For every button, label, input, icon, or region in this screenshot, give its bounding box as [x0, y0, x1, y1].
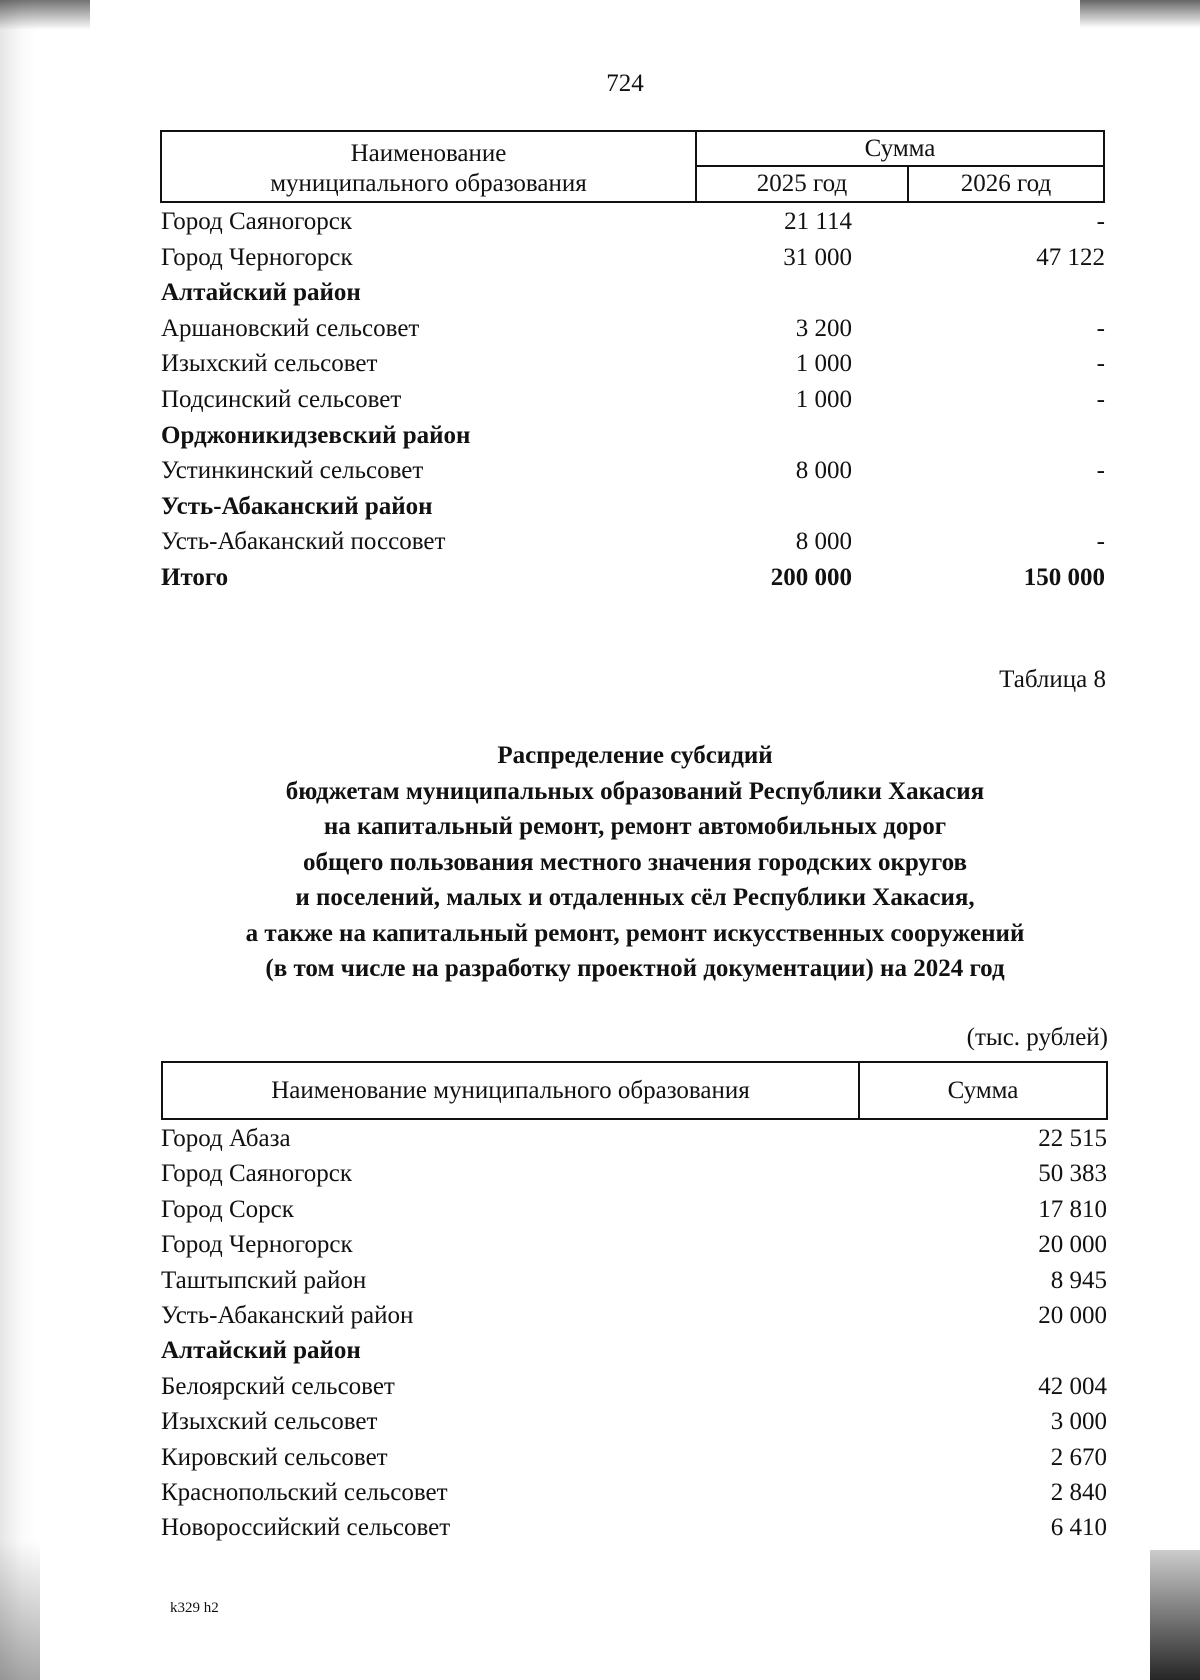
- table-row: [160, 1263, 1107, 1298]
- table-row-district: [160, 418, 1105, 454]
- footer-code: k329 h2: [170, 1600, 219, 1616]
- row-name: Алтайский район: [161, 279, 361, 307]
- row-name: Усть-Абаканский район: [161, 1301, 414, 1329]
- table-row: [160, 1298, 1107, 1333]
- row-value-2026: -: [1096, 457, 1105, 485]
- table-row: [160, 1475, 1107, 1510]
- table-row: [160, 1369, 1107, 1404]
- row-value-2026: -: [1096, 314, 1105, 342]
- row-value-2025: 8 000: [795, 457, 852, 485]
- row-value-2025: 8 000: [795, 528, 852, 556]
- row-name: Город Черногорск: [161, 243, 353, 271]
- table1-header: [160, 130, 1105, 203]
- row-name: Город Абаза: [161, 1125, 291, 1152]
- row-name: Изыхский сельсовет: [161, 350, 378, 378]
- row-name: Устинкинский сельсовет: [161, 457, 424, 485]
- row-value: 2 670: [1050, 1443, 1107, 1471]
- title-line: общего пользования местного значения городских округов: [302, 848, 968, 876]
- table-row: [160, 1156, 1107, 1191]
- row-name: Город Саяногорск: [161, 1160, 353, 1188]
- table1-header-year-2025: 2025 год: [697, 167, 909, 201]
- table-row-district: [160, 275, 1105, 311]
- table-row: [160, 1121, 1107, 1156]
- unit-label: (тыс. рублей): [966, 1024, 1108, 1051]
- row-name: Аршановский сельсовет: [161, 314, 420, 342]
- table-row: [160, 204, 1105, 240]
- table-row: [160, 382, 1105, 418]
- row-name: Кировский сельсовет: [161, 1443, 388, 1471]
- scan-corner-shadow-top-right: [1080, 0, 1200, 28]
- table-row: [160, 1192, 1107, 1227]
- row-name: Таштыпский район: [161, 1266, 367, 1294]
- row-value-2026: -: [1096, 350, 1105, 378]
- title-line: на капитальный ремонт, ремонт автомобильных дорог: [323, 813, 947, 840]
- table-row: [160, 1510, 1107, 1545]
- table2-header: [161, 1061, 1108, 1120]
- table-label: Таблица 8: [999, 666, 1106, 693]
- table2-header-name: Наименование муниципального образования: [163, 1063, 860, 1118]
- row-value: 22 515: [1038, 1125, 1107, 1152]
- row-value: 17 810: [1038, 1195, 1107, 1223]
- title-line: (в том числе на разработку проектной документации) на 2024 год: [265, 955, 1005, 982]
- table-row: [160, 311, 1105, 347]
- row-name: Город Саяногорск: [161, 208, 353, 235]
- row-name: Усть-Абаканский поссовет: [161, 528, 446, 556]
- row-name: Город Черногорск: [161, 1231, 353, 1259]
- row-value-2025: 1 000: [795, 350, 852, 378]
- title-line: и поселений, малых и отдаленных сёл Республики Хакасия,: [295, 884, 975, 911]
- table-row: [160, 346, 1105, 382]
- row-value: 20 000: [1038, 1231, 1107, 1259]
- table-row: [160, 240, 1105, 276]
- table1-header-name: [162, 132, 697, 201]
- table-row: [160, 1440, 1107, 1475]
- table-row: [160, 1227, 1107, 1262]
- row-value: 20 000: [1038, 1301, 1107, 1329]
- row-value: 2 840: [1050, 1478, 1107, 1506]
- title-line: бюджетам муниципальных образований Республики Хакасия: [285, 777, 985, 805]
- row-value-2026: 47 122: [1036, 243, 1105, 271]
- row-name: Орджоникидзевский район: [161, 421, 471, 449]
- row-name: Усть-Абаканский район: [161, 492, 433, 520]
- table2-header-sum: Сумма: [947, 1077, 1019, 1104]
- table1-header-year-2026: 2026 год: [960, 170, 1052, 197]
- row-value-2026: -: [1096, 528, 1105, 556]
- scan-corner-shadow-bottom-left: [0, 1540, 40, 1680]
- row-value: 6 410: [1050, 1514, 1107, 1542]
- row-value: 3 000: [1050, 1408, 1107, 1436]
- row-value: 50 383: [1038, 1160, 1107, 1188]
- table1-header-name-line1: Наименование: [350, 140, 507, 167]
- title-line: а также на капитальный ремонт, ремонт искусственных сооружений: [245, 919, 1025, 947]
- scan-left-edge-shadow: [0, 0, 36, 1680]
- table2-body: [160, 1121, 1107, 1546]
- row-name: Краснопольский сельсовет: [161, 1478, 448, 1506]
- table-row: [160, 453, 1105, 489]
- row-name: Алтайский район: [161, 1337, 361, 1365]
- scan-corner-shadow-top-left: [0, 0, 90, 30]
- row-value-2025: 3 200: [795, 314, 852, 342]
- row-value-2025: 1 000: [795, 385, 852, 413]
- row-name: Изыхский сельсовет: [161, 1408, 378, 1436]
- row-value: 8 945: [1050, 1266, 1107, 1294]
- row-name: Город Сорск: [161, 1195, 294, 1223]
- row-value-2026: -: [1096, 385, 1105, 413]
- row-value: 42 004: [1038, 1372, 1107, 1400]
- table-row: [160, 1404, 1107, 1439]
- scan-corner-shadow-bottom-right: [1150, 1550, 1200, 1680]
- row-value-2026: -: [1096, 208, 1105, 235]
- row-value-2026: 150 000: [1023, 563, 1105, 591]
- page-number: 724: [606, 70, 644, 97]
- row-name: Итого: [161, 563, 229, 591]
- row-name: Новороссийский сельсовет: [161, 1514, 451, 1542]
- row-value-2025: 200 000: [770, 563, 852, 591]
- row-name: Белоярский сельсовет: [161, 1372, 395, 1400]
- row-value-2025: 31 000: [783, 243, 852, 271]
- table1-body: [160, 204, 1105, 596]
- table-row-total: [160, 560, 1105, 596]
- table-row: [160, 524, 1105, 560]
- row-name: Подсинский сельсовет: [161, 385, 402, 413]
- table1-header-sum: Сумма: [697, 132, 1103, 167]
- table1-header-name-line2: муниципального образования: [270, 170, 587, 197]
- title-line: Распределение субсидий: [497, 742, 773, 769]
- table-row-district: [160, 489, 1105, 525]
- table-row-district: [160, 1333, 1107, 1368]
- row-value-2025: 21 114: [784, 208, 852, 235]
- table-title: [120, 738, 1150, 987]
